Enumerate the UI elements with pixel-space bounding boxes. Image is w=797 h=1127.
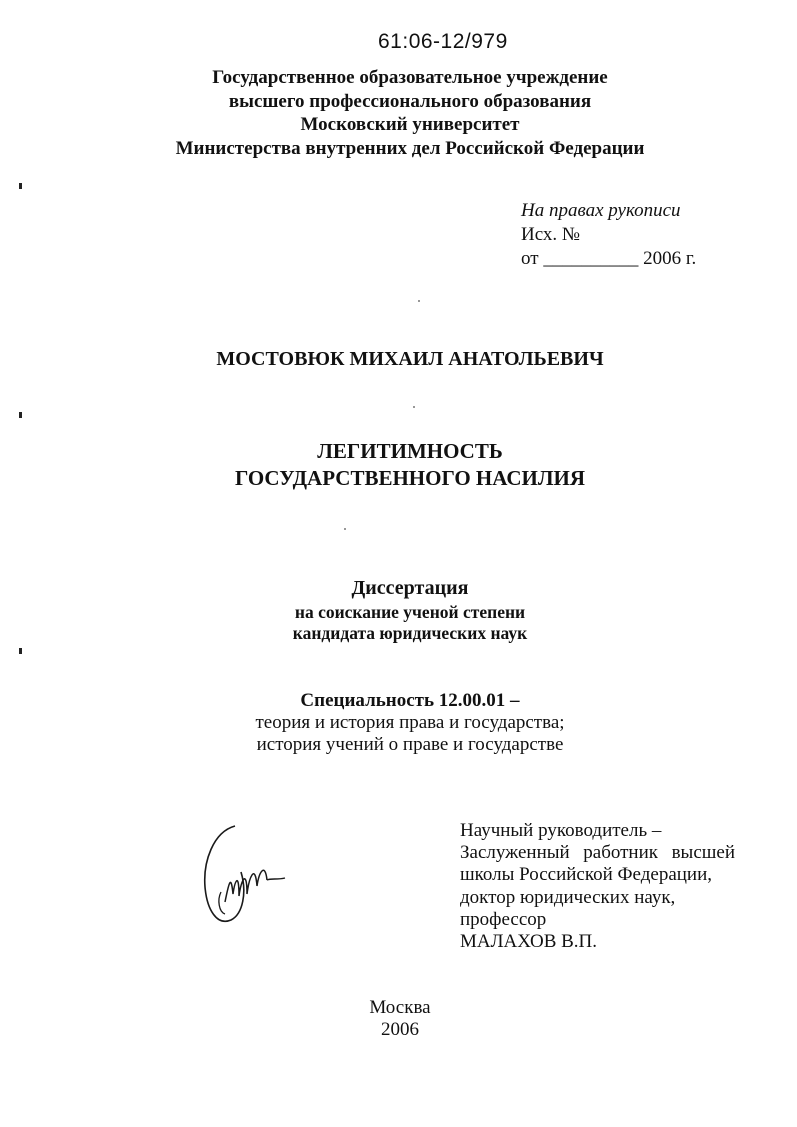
city-and-year [300, 997, 500, 1041]
specialty-line-1: теория и история права и государства; [255, 712, 565, 733]
specialty-line-2: история учений о праве и государстве [256, 734, 564, 755]
dissertation-title [130, 438, 690, 492]
year: 2006 [381, 1019, 419, 1040]
institution-line: Московский университет [300, 114, 520, 135]
degree-line-2: кандидата юридических наук [292, 623, 528, 643]
advisor-line: Заслуженный работник высшей [460, 842, 735, 864]
date-year: 2006 г. [643, 248, 697, 269]
specialty-block [160, 690, 660, 756]
scan-dot [413, 406, 415, 408]
title-line-1: ЛЕГИТИМНОСТЬ [317, 439, 503, 463]
scan-mark [19, 183, 22, 189]
specialty-heading: Специальность 12.00.01 – [300, 690, 520, 711]
institution-block [120, 66, 700, 160]
date-blank: __________ [543, 248, 639, 269]
advisor-line: доктор юридических наук, [460, 886, 676, 908]
degree-description [160, 602, 660, 644]
city: Москва [369, 997, 431, 1018]
author-name: МОСТОВЮК МИХАИЛ АНАТОЛЬЕВИЧ [216, 348, 604, 370]
scan-dot [344, 528, 346, 530]
dissertation-heading: Диссертация [351, 577, 469, 599]
advisor-name: МАЛАХОВ В.П. [460, 931, 598, 953]
handwritten-signature [195, 822, 290, 932]
scientific-advisor [460, 820, 735, 953]
date-prefix: от [521, 248, 539, 269]
advisor-line: школы Российской Федерации, [460, 864, 713, 886]
institution-line: Министерства внутренних дел Российской Федерации [175, 137, 645, 159]
scan-dot [418, 300, 420, 302]
manuscript-note [521, 199, 696, 271]
manuscript-date-line [521, 247, 696, 271]
institution-line: высшего профессионального образования [228, 90, 592, 112]
advisor-line: Научный руководитель – [460, 820, 662, 841]
scan-mark [19, 648, 22, 654]
archive-code: 61:06-12/979 [378, 30, 508, 53]
outgoing-number-label: Исх. № [521, 224, 581, 245]
title-line-2: ГОСУДАРСТВЕННОГО НАСИЛИЯ [234, 466, 586, 490]
degree-line-1: на соискание ученой степени [294, 602, 526, 622]
institution-line: Государственное образовательное учреждение [212, 67, 608, 88]
advisor-line: профессор [460, 908, 547, 930]
scan-mark [19, 412, 22, 418]
manuscript-rights: На правах рукописи [521, 200, 681, 221]
